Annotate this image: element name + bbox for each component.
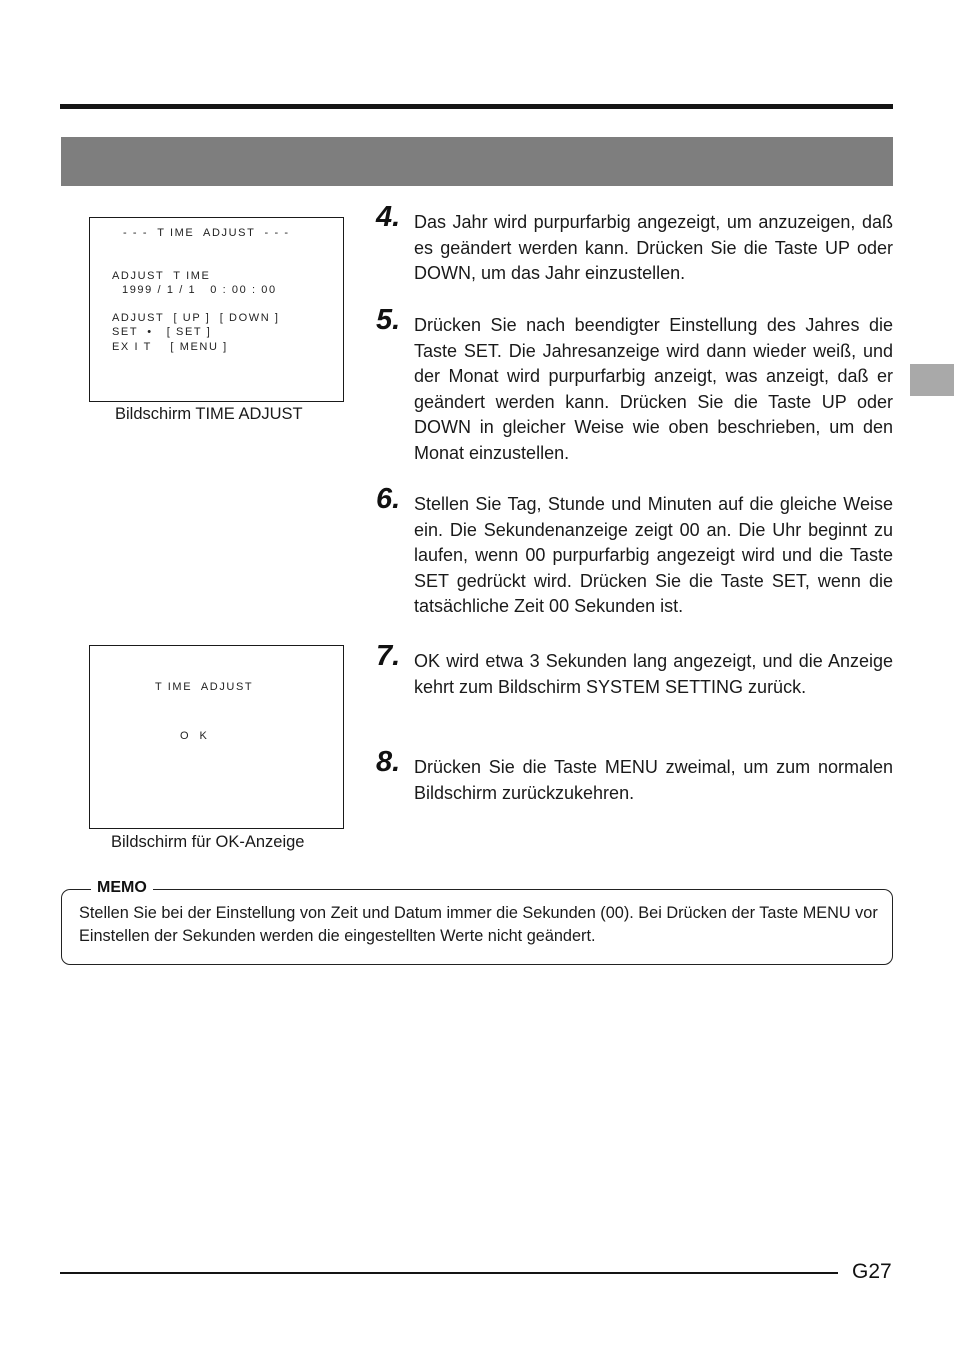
screen-line: SET • [ SET ] <box>112 326 212 338</box>
step-text: Stellen Sie Tag, Stunde und Minuten auf die gleiche Weise ein. Die Sekundenanzeige zeigt 00 an. Die Uhr beginnt zu laufen, wenn 00 purpurfarbig angezeigt wird und die Taste SET gedrückt wird. Drücken Sie die Taste SET, wenn die tatsächliche Zeit 00 Sekunden ist. <box>414 494 893 617</box>
step-text: Drücken Sie nach beendigter Einstellung des Jahres die Taste SET. Die Jahresanzeige wird dann wieder weiß, und der Monat wird purpurfarbig anzeigt, was anzeigt, daß er geändert werden kann. Drücken Sie die Taste UP oder DOWN in gleicher Weise wie oben beschrieben, um den Monat einzustellen. <box>414 315 893 463</box>
screen-line: ADJUST [ UP ] [ DOWN ] <box>112 312 280 324</box>
step-number: 8. <box>376 746 401 778</box>
step-number: 6. <box>376 483 401 515</box>
bottom-rule <box>60 1272 838 1274</box>
screen-line: EX I T [ MENU ] <box>112 341 228 353</box>
page-number: G27 <box>852 1260 892 1283</box>
chapter-tab <box>910 364 954 396</box>
step-text: OK wird etwa 3 Sekunden lang angezeigt, und die Anzeige kehrt zum Bildschirm SYSTEM SETTING zurück. <box>414 651 893 697</box>
step-text: Drücken Sie die Taste MENU zweimal, um zum normalen Bildschirm zurückzukehren. <box>414 757 893 803</box>
step-text: Das Jahr wird purpurfarbig angezeigt, um anzuzeigen, daß es geändert werden kann. Drücken Sie die Taste UP oder DOWN, um das Jahr einzustellen. <box>414 212 893 284</box>
step-number: 5. <box>376 304 401 336</box>
screen-line: T IME ADJUST <box>155 681 254 693</box>
memo-text: Stellen Sie bei der Einstellung von Zeit und Datum immer die Sekunden (00). Bei Drücken der Taste MENU vor Einstellen der Sekunden werden die eingestellten Werte nicht geändert. <box>79 904 878 945</box>
time-adjust-caption: Bildschirm TIME ADJUST <box>115 405 303 423</box>
screen-line: - - - T IME ADJUST - - - <box>123 227 290 239</box>
time-adjust-screen <box>89 217 344 402</box>
step-number: 4. <box>376 201 401 233</box>
ok-screen <box>89 645 344 829</box>
screen-line: 1999 / 1 / 1 0 : 00 : 00 <box>122 284 277 296</box>
top-rule <box>60 104 893 109</box>
memo-label: MEMO <box>91 879 153 897</box>
section-header-band <box>61 137 893 186</box>
screen-line: O K <box>180 730 209 742</box>
step-number: 7. <box>376 640 401 672</box>
screen-line: ADJUST T IME <box>112 270 211 282</box>
ok-screen-caption: Bildschirm für OK-Anzeige <box>111 833 305 851</box>
